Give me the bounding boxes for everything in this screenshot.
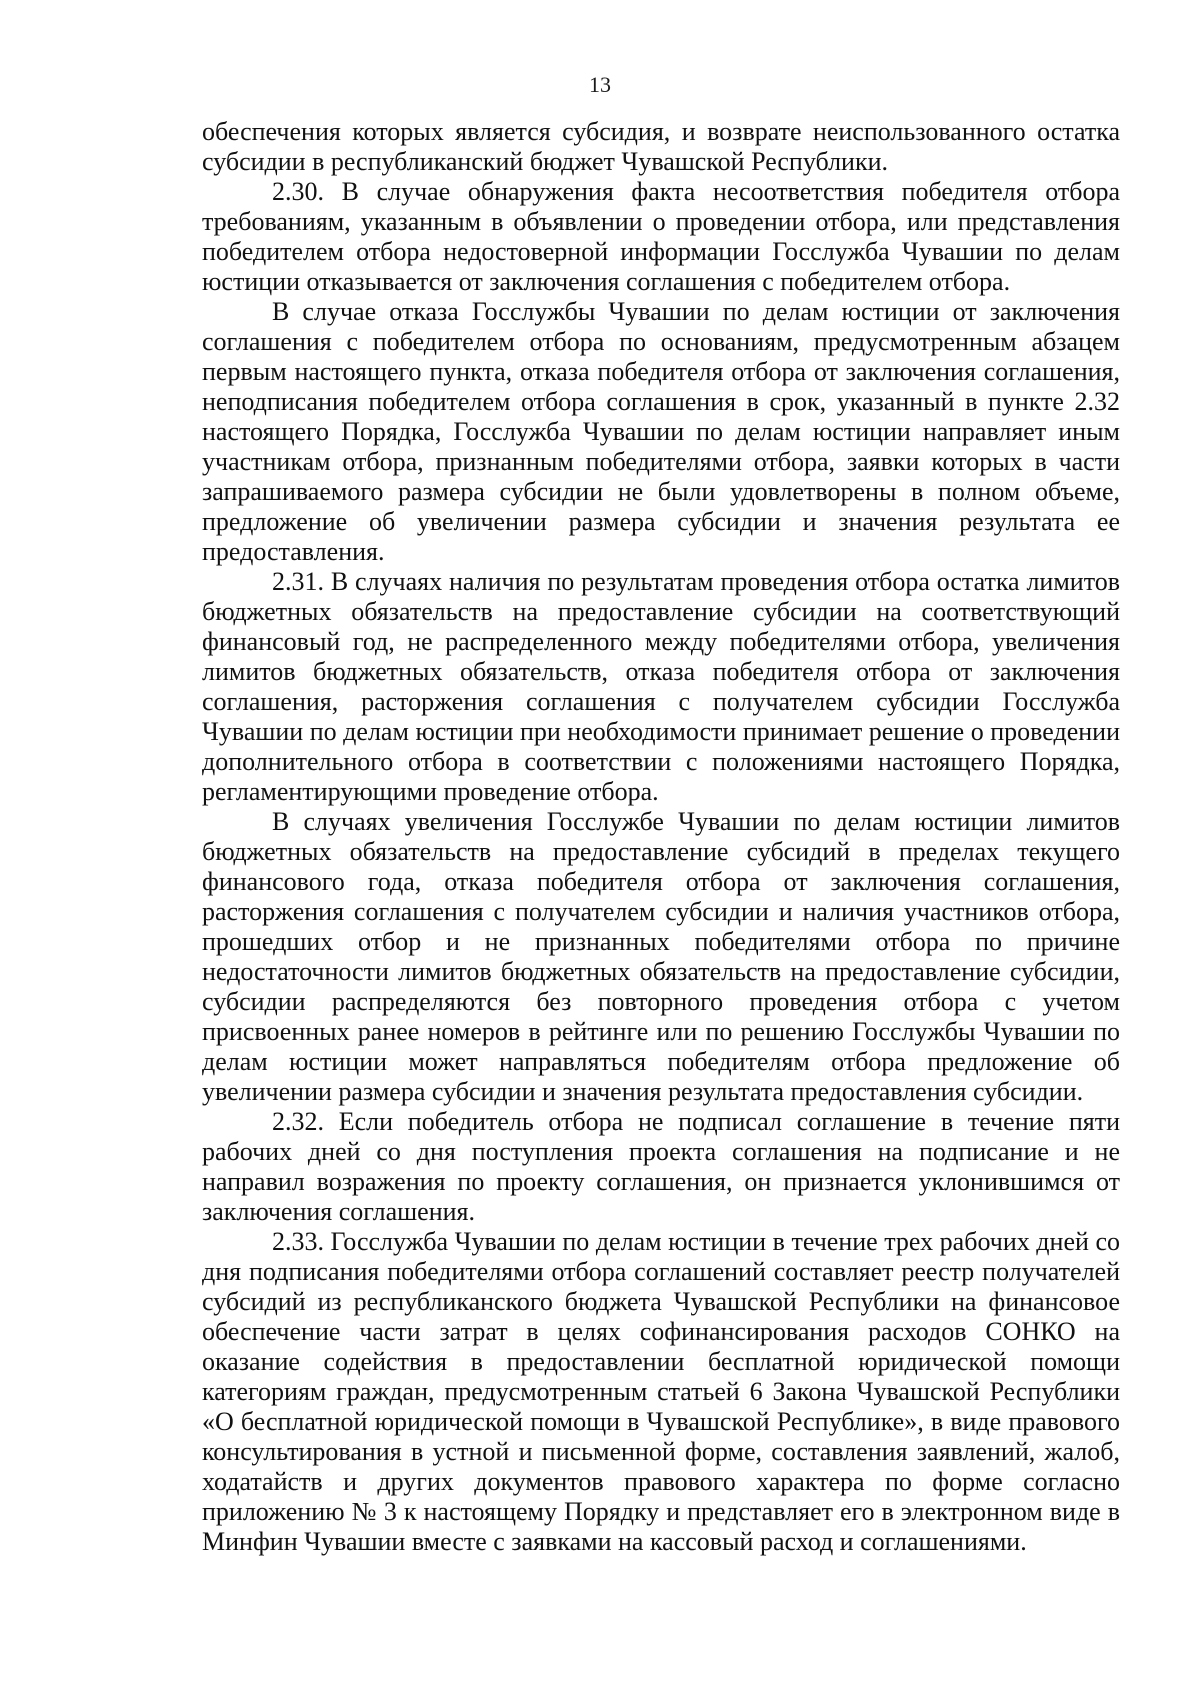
paragraph-2-33: 2.33. Госслужба Чувашии по делам юстиции в течение трех рабочих дней со дня подписания победителями отбора соглашений составляет реестр получателей субсидий из республиканского бюджета Чувашской Республики на финансовое обеспечение части затрат в целях софинансирования расходов СОНКО на оказание содействия в предоставлении бесплатной юридической помощи категориям граждан, предусмотренным статьей 6 Закона Чувашской Республики «О бесплатной юридической помощи в Чувашской Республике», в виде правового консультирования в устной и письменной форме, составления заявлений, жалоб, ходатайств и других документов правового характера по форме согласно приложению № 3 к настоящему Порядку и представляет его в электронном виде в Минфин Чувашии вместе с заявками на кассовый расход и соглашениями. (202, 1227, 1120, 1556)
paragraph-2-32: 2.32. Если победитель отбора не подписал соглашение в течение пяти рабочих дней со дня поступления проекта соглашения на подписание и не направил возражения по проекту соглашения, он признается уклонившимся от заключения соглашения. (202, 1107, 1120, 1226)
paragraph-continuation: обеспечения которых является субсидия, и возврате неиспользованного остатка субсидии в республиканский бюджет Чувашской Республики. (202, 117, 1120, 176)
paragraph-2-30: 2.30. В случае обнаружения факта несоответствия победителя отбора требованиям, указанным в объявлении о проведении отбора, или представления победителем отбора недостоверной информации Госслужба Чувашии по делам юстиции отказывается от заключения соглашения с победителем отбора. (202, 177, 1120, 296)
paragraph-2-30-refusal: В случае отказа Госслужбы Чувашии по делам юстиции от заключения соглашения с победителем отбора по основаниям, предусмотренным абзацем первым настоящего пункта, отказа победителя отбора от заключения соглашения, неподписания победителем отбора соглашения в срок, указанный в пункте 2.32 настоящего Порядка, Госслужба Чувашии по делам юстиции направляет иным участникам отбора, признанным победителями отбора, заявки которых в части запрашиваемого размера субсидии не были удовлетворены в полном объеме, предложение об увеличении размера субсидии и значения результата ее предоставления. (202, 297, 1120, 566)
document-body (202, 117, 1120, 1557)
paragraph-2-31: 2.31. В случаях наличия по результатам проведения отбора остатка лимитов бюджетных обязательств на предоставление субсидии на соответствующий финансовый год, не распределенного между победителями отбора, увеличения лимитов бюджетных обязательств, отказа победителя отбора от заключения соглашения, расторжения соглашения с получателем субсидии Госслужба Чувашии по делам юстиции при необходимости принимает решение о проведении дополнительного отбора в соответствии с положениями настоящего Порядка, регламентирующими проведение отбора. (202, 567, 1120, 806)
page-number: 13 (589, 72, 611, 97)
paragraph-2-31-increase: В случаях увеличения Госслужбе Чувашии по делам юстиции лимитов бюджетных обязательств на предоставление субсидий в пределах текущего финансового года, отказа победителя отбора от заключения соглашения, расторжения соглашения с получателем субсидии и наличия участников отбора, прошедших отбор и не признанных победителями отбора по причине недостаточности лимитов бюджетных обязательств на предоставление субсидии, субсидии распределяются без повторного проведения отбора с учетом присвоенных ранее номеров в рейтинге или по решению Госслужбы Чувашии по делам юстиции может направляться победителям отбора предложение об увеличении размера субсидии и значения результата предоставления субсидии. (202, 807, 1120, 1106)
